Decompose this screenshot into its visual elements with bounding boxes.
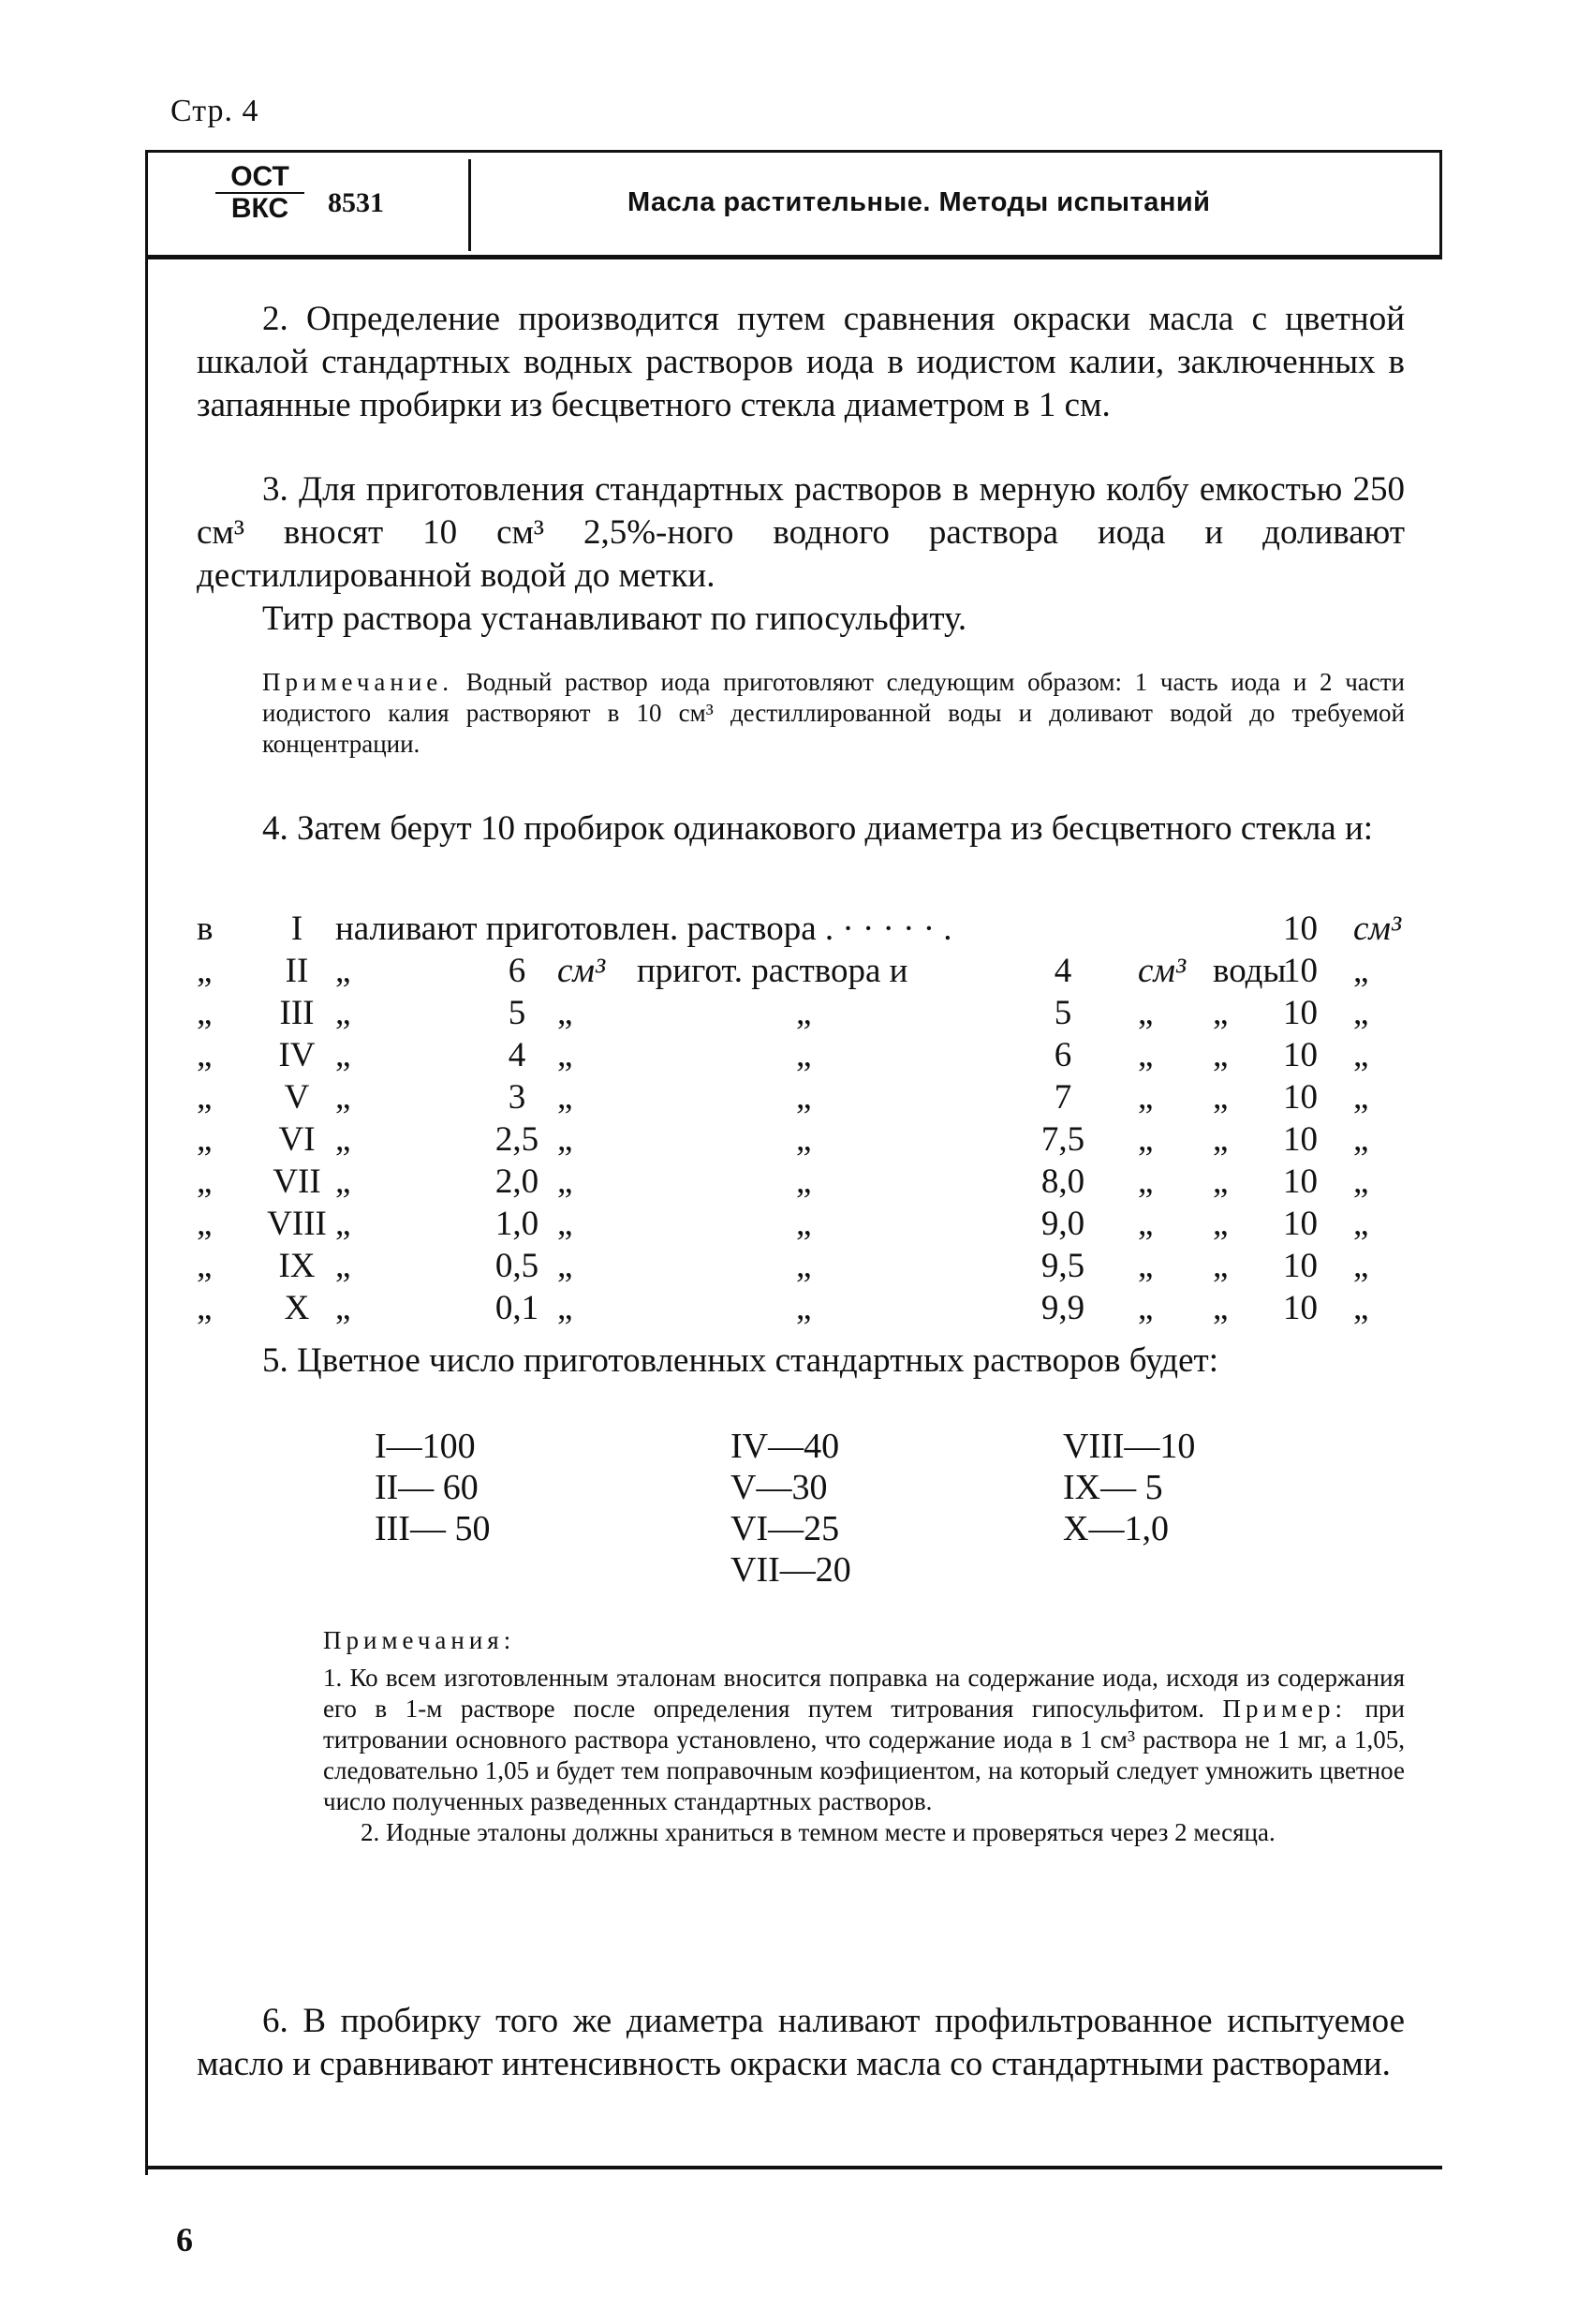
ditto-mark: „	[796, 994, 812, 1032]
ditto-mark: „	[1138, 1078, 1154, 1117]
footer-page-number: 6	[176, 2221, 193, 2258]
water-volume: 9,9	[1040, 1289, 1085, 1327]
ditto-mark: „	[197, 1036, 213, 1074]
ditto-mark: „	[557, 1078, 573, 1117]
color-number-item: VIII—10	[1063, 1427, 1196, 1466]
ditto-mark: „	[1213, 994, 1229, 1032]
iodine-volume: 6	[508, 952, 526, 990]
ditto-mark: „	[796, 1120, 812, 1159]
note-1-body: Водный раствор иода приготовляют следующим образом: 1 часть иода и 2 части иодистого калия растворяют в 10 см³ дестиллированной воды и доливают водой до требуемой концентрации.	[262, 668, 1405, 758]
row-total: 10	[1283, 1120, 1318, 1159]
iodine-volume: 2,5	[494, 1120, 539, 1159]
frame-right-rule	[1439, 150, 1442, 258]
ditto-mark: „	[557, 1162, 573, 1201]
unit-label: см³	[557, 952, 606, 990]
ditto-mark: „	[1138, 1289, 1154, 1327]
ditto-mark: „	[557, 1036, 573, 1074]
paragraph-3	[197, 468, 1405, 641]
iodine-volume: 2,0	[494, 1162, 539, 1201]
ditto-mark: „	[1138, 1247, 1154, 1285]
note-1-head: Примечание.	[262, 668, 454, 696]
iodine-volume: 0,1	[494, 1289, 539, 1327]
frame-bottom-rule	[145, 2166, 1442, 2169]
ditto-mark: „	[796, 1036, 812, 1074]
standard-number: 8531	[328, 187, 384, 218]
iodine-volume: 4	[508, 1036, 526, 1074]
unit-label: см³	[1138, 952, 1187, 990]
ditto-mark: „	[197, 1205, 213, 1243]
paragraph-2-text: 2. Определение производится путем сравнения окраски масла с цветной шкалой стандартных водных растворов иода в иодистом калии, заключенных в запаянные пробирки из бесцветного стекла диаметром в 1 см.	[197, 300, 1405, 424]
paragraph-5-text: 5. Цветное число приготовленных стандартных растворов будет:	[262, 1341, 1219, 1380]
row-total: 10	[1283, 1247, 1318, 1285]
paragraph-3-text: 3. Для приготовления стандартных растворов в мерную колбу емкостью 250 см³ вносят 10 см³ 2,5%-ного водного раствора иода и доливают дестиллированной водой до метки.	[197, 470, 1405, 595]
ditto-mark: „	[335, 994, 351, 1032]
notes-heading-text: Примечания:	[323, 1626, 516, 1654]
paragraph-2	[197, 298, 1405, 427]
header-bottom-rule	[145, 255, 1442, 259]
paragraph-6-text: 6. В пробирку того же диаметра наливают профильтрованное испытуемое масло и сравнивают интенсивность окраски масла со стандартными растворами.	[197, 2002, 1405, 2083]
color-number-item: III— 50	[375, 1509, 491, 1548]
iodine-volume: 3	[508, 1078, 526, 1117]
ditto-mark: „	[1353, 1036, 1369, 1074]
tube-number: V	[284, 1078, 310, 1117]
standard-code-top: ОСТ	[215, 162, 304, 194]
row-total: 10	[1283, 1036, 1318, 1074]
iodine-volume: 0,5	[494, 1247, 539, 1285]
ditto-mark: „	[197, 1289, 213, 1327]
row-total: 10	[1283, 1078, 1318, 1117]
ditto-mark: „	[1353, 952, 1369, 990]
color-number-item: VII—20	[730, 1550, 851, 1590]
standard-code	[215, 162, 304, 224]
color-number-item: IX— 5	[1063, 1468, 1163, 1507]
frame-top-rule	[145, 150, 1442, 153]
row-total: 10	[1283, 994, 1318, 1032]
ditto-mark: „	[1353, 1120, 1369, 1159]
water-label: воды	[1213, 952, 1287, 990]
ditto-mark: „	[557, 1205, 573, 1243]
paragraph-5	[197, 1340, 1405, 1383]
ditto-mark: „	[335, 1289, 351, 1327]
color-numbers-col-1	[375, 1426, 490, 1549]
paragraph-4-text: 4. Затем берут 10 пробирок одинакового диаметра из бесцветного стекла и:	[262, 809, 1374, 848]
row-total: 10	[1283, 1162, 1318, 1201]
tube-number: II	[285, 952, 309, 990]
ditto-mark: „	[1213, 1036, 1229, 1074]
ditto-mark: „	[557, 1289, 573, 1327]
row-unit: см³	[1353, 910, 1402, 948]
ditto-mark: „	[557, 994, 573, 1032]
ditto-mark: „	[1353, 1289, 1369, 1327]
ditto-mark: „	[335, 1078, 351, 1117]
water-volume: 5	[1054, 994, 1072, 1032]
ditto-mark: „	[335, 1036, 351, 1074]
color-number-item: X—1,0	[1063, 1509, 1169, 1548]
header-separator	[468, 159, 471, 251]
ditto-mark: „	[1213, 1205, 1229, 1243]
ditto-mark: „	[1353, 1162, 1369, 1201]
color-number-item: I—100	[375, 1427, 476, 1466]
row-text: наливают приготовлен. раствора . · · · · · .	[335, 910, 952, 948]
row-total: 10	[1283, 952, 1318, 990]
ditto-mark: „	[1138, 1162, 1154, 1201]
ditto-mark: „	[1138, 1036, 1154, 1074]
ditto-mark: „	[197, 1078, 213, 1117]
water-volume: 9,5	[1040, 1247, 1085, 1285]
ditto-mark: „	[796, 1289, 812, 1327]
tube-number: IX	[278, 1247, 316, 1285]
water-volume: 4	[1054, 952, 1072, 990]
tube-number: VIII	[267, 1205, 327, 1243]
ditto-mark: „	[796, 1078, 812, 1117]
iodine-volume: 5	[508, 994, 526, 1032]
ditto-mark: „	[796, 1162, 812, 1201]
ditto-mark: „	[1138, 994, 1154, 1032]
row-total: 10	[1283, 1205, 1318, 1243]
ditto-mark: „	[335, 952, 351, 990]
ditto-mark: „	[1353, 1247, 1369, 1285]
ditto-mark: „	[1213, 1289, 1229, 1327]
ditto-mark: „	[197, 994, 213, 1032]
ditto-mark: „	[335, 1247, 351, 1285]
ditto-mark: „	[197, 952, 213, 990]
page-label: Стр. 4	[170, 94, 259, 128]
paragraph-4	[197, 807, 1405, 851]
row-total: 10	[1283, 910, 1318, 948]
standard-code-bottom: ВКС	[230, 193, 289, 224]
tube-number: VII	[273, 1162, 321, 1201]
paragraph-3-titer: Титр раствора устанавливают по гипосульфиту.	[262, 600, 967, 638]
ditto-mark: „	[1353, 1205, 1369, 1243]
ditto-mark: „	[796, 1247, 812, 1285]
color-number-item: V—30	[730, 1468, 828, 1507]
ditto-mark: „	[1353, 1078, 1369, 1117]
notes-list	[323, 1663, 1405, 1848]
ditto-mark: „	[1138, 1120, 1154, 1159]
header-title: Масла растительные. Методы испытаний	[627, 187, 1211, 217]
water-volume: 6	[1054, 1036, 1072, 1074]
ditto-mark: „	[197, 1162, 213, 1201]
tube-number: IV	[278, 1036, 316, 1074]
ditto-mark: „	[197, 1247, 213, 1285]
ditto-mark: „	[1353, 994, 1369, 1032]
row-prefix: в	[197, 910, 214, 948]
water-volume: 7,5	[1040, 1120, 1085, 1159]
tube-number: VI	[278, 1120, 316, 1159]
color-number-item: VI—25	[730, 1509, 840, 1548]
water-volume: 8,0	[1040, 1162, 1085, 1201]
ditto-mark: „	[335, 1162, 351, 1201]
ditto-mark: „	[1213, 1120, 1229, 1159]
ditto-mark: „	[1213, 1078, 1229, 1117]
ditto-mark: „	[1213, 1247, 1229, 1285]
water-volume: 9,0	[1040, 1205, 1085, 1243]
color-number-item: IV—40	[730, 1427, 840, 1466]
tube-number: III	[279, 994, 315, 1032]
ditto-mark: „	[1138, 1205, 1154, 1243]
color-numbers-col-3	[1063, 1426, 1195, 1549]
paragraph-6	[197, 2000, 1405, 2086]
row-text: пригот. раствора и	[637, 952, 908, 990]
color-numbers-col-2	[730, 1426, 851, 1591]
note-a-post: при титровании основного раствора установлено, что содержание иода в 1 см³ раствора не 1 мг, а 1,05, следовательно 1,05 и будет тем поправочным коэфициентом, на который следует умножить цветное число полученных разведенных стандартных растворов.	[323, 1695, 1405, 1815]
ditto-mark: „	[557, 1120, 573, 1159]
ditto-mark: „	[335, 1120, 351, 1159]
note-1	[262, 667, 1405, 760]
note-a-example: Пример:	[1222, 1695, 1348, 1723]
ditto-mark: „	[796, 1205, 812, 1243]
note-b: 2. Иодные эталоны должны храниться в темном месте и проверяться через 2 месяца.	[361, 1818, 1276, 1846]
notes-heading	[323, 1625, 1405, 1656]
water-volume: 7	[1054, 1078, 1072, 1117]
tube-number: I	[290, 910, 303, 948]
ditto-mark: „	[197, 1120, 213, 1159]
iodine-volume: 1,0	[494, 1205, 539, 1243]
tube-number: X	[284, 1289, 310, 1327]
ditto-mark: „	[335, 1205, 351, 1243]
row-total: 10	[1283, 1289, 1318, 1327]
ditto-mark: „	[557, 1247, 573, 1285]
note-a-pre: 1. Ко всем изготовленным эталонам вносится поправка на содержание иода, исходя из содержания его в 1-м растворе после определения путем титрования гипосульфитом.	[323, 1664, 1405, 1723]
color-number-item: II— 60	[375, 1468, 479, 1507]
frame-left-rule	[145, 150, 148, 2175]
ditto-mark: „	[1213, 1162, 1229, 1201]
